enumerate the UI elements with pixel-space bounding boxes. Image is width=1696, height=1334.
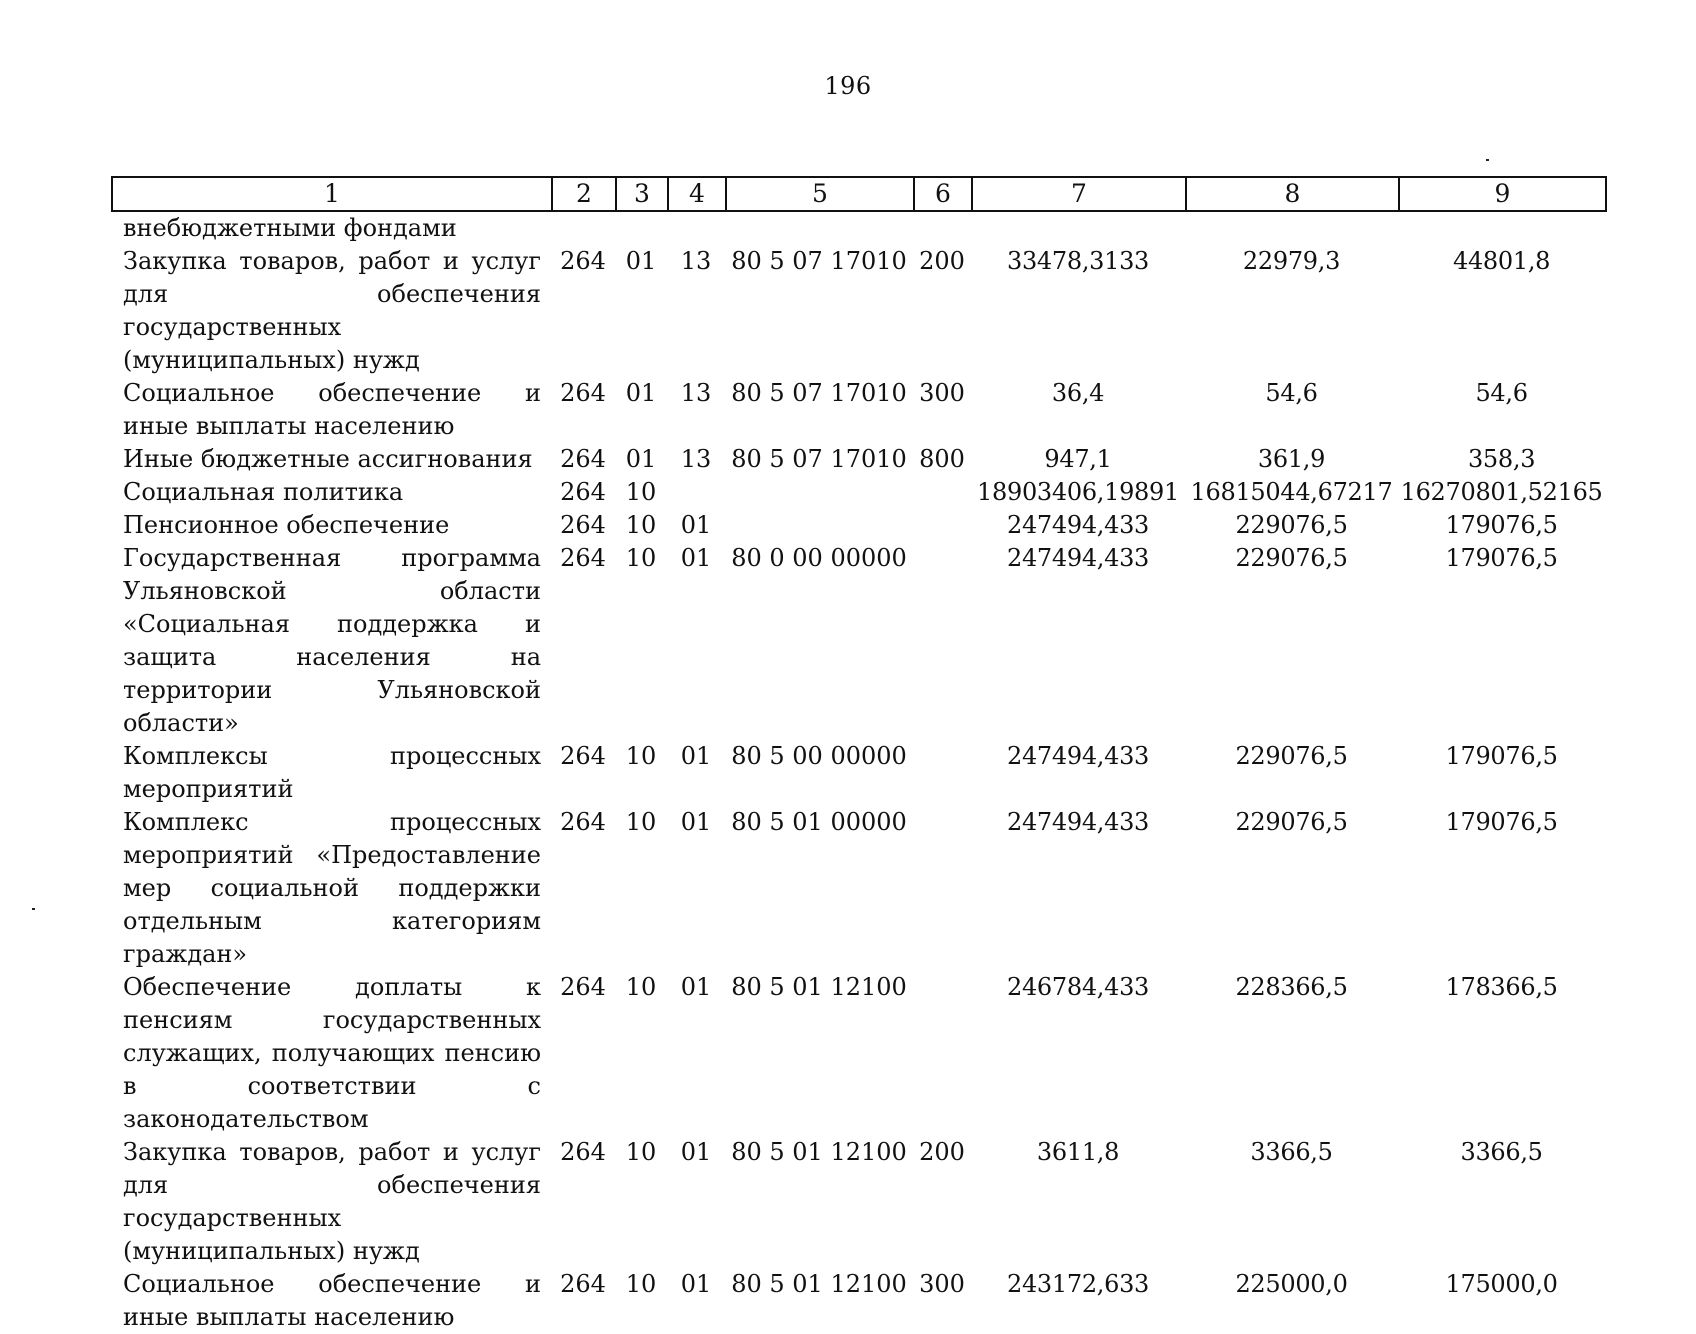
row-name: Обеспечение доплаты к пенсиям государственных служащих, получающих пенсию в соответствии с законодательством	[123, 973, 541, 1133]
table-row	[111, 1136, 1605, 1268]
row-target-article: 80 5 00 00000	[731, 742, 907, 770]
row-amount-col8: 16815044,67217	[1190, 478, 1393, 506]
row-admin-code: 264	[560, 1138, 606, 1166]
header-row	[112, 177, 1606, 211]
table-row	[111, 1268, 1605, 1334]
continuation-text: внебюджетными фондами	[123, 214, 457, 242]
row-admin-code: 264	[560, 544, 606, 572]
row-target-article: 80 5 01 12100	[731, 1270, 907, 1298]
row-section: 01	[625, 445, 657, 473]
row-amount-col7: 36,4	[1051, 379, 1105, 407]
row-amount-col8: 229076,5	[1235, 808, 1348, 836]
table-row	[111, 245, 1605, 377]
row-target-article	[725, 509, 913, 542]
scan-speck	[32, 908, 35, 910]
row-subsection: 01	[680, 973, 712, 1001]
row-subsection: 01	[680, 742, 712, 770]
row-target-article: 80 5 07 17010	[731, 445, 907, 473]
row-target-article: 80 5 01 12100	[731, 973, 907, 1001]
table-row	[111, 806, 1605, 971]
row-name: Закупка товаров, работ и услуг для обеспечения государственных (муниципальных) нужд	[123, 1138, 541, 1265]
row-amount-col7: 3611,8	[1036, 1138, 1120, 1166]
row-amount-col8: 229076,5	[1235, 511, 1348, 539]
row-amount-col7: 18903406,19891	[977, 478, 1179, 506]
row-amount-col8: 229076,5	[1235, 742, 1348, 770]
row-amount-col9: 44801,8	[1452, 247, 1551, 275]
row-target-article	[725, 476, 913, 509]
row-expense-type	[913, 476, 971, 509]
row-admin-code: 264	[560, 742, 606, 770]
header-col-8: 8	[1186, 177, 1399, 211]
row-section: 01	[625, 247, 657, 275]
row-amount-col9: 16270801,52165	[1400, 478, 1603, 506]
row-subsection: 13	[680, 247, 712, 275]
table-row	[111, 740, 1605, 806]
row-amount-col7: 947,1	[1044, 445, 1112, 473]
row-amount-col9: 358,3	[1467, 445, 1536, 473]
row-amount-col7: 246784,433	[1006, 973, 1150, 1001]
row-expense-type: 300	[919, 379, 965, 407]
row-section: 10	[625, 511, 657, 539]
header-col-4: 4	[668, 177, 726, 211]
row-amount-col9: 179076,5	[1445, 544, 1558, 572]
row-admin-code: 264	[560, 247, 606, 275]
row-amount-col8: 229076,5	[1235, 544, 1348, 572]
row-name: Комплекс процессных мероприятий «Предоставление мер социальной поддержки отдельным категориям граждан»	[123, 808, 541, 968]
row-amount-col9: 175000,0	[1445, 1270, 1558, 1298]
table-row	[111, 377, 1605, 443]
row-section: 10	[625, 973, 657, 1001]
row-amount-col9: 54,6	[1475, 379, 1528, 407]
row-subsection: 01	[680, 1138, 712, 1166]
row-admin-code: 264	[560, 478, 606, 506]
row-amount-col7: 247494,433	[1006, 742, 1150, 770]
row-target-article: 80 5 07 17010	[731, 379, 907, 407]
header-col-3: 3	[616, 177, 668, 211]
header-col-7: 7	[972, 177, 1186, 211]
row-admin-code: 264	[560, 511, 606, 539]
row-subsection: 01	[680, 808, 712, 836]
row-expense-type: 300	[919, 1270, 965, 1298]
row-name: Государственная программа Ульяновской области «Социальная поддержка и защита населения на территории Ульяновской области»	[123, 544, 541, 737]
header-col-9: 9	[1399, 177, 1606, 211]
header-col-1: 1	[112, 177, 552, 211]
table-row	[111, 443, 1605, 476]
row-amount-col9: 179076,5	[1445, 808, 1558, 836]
row-subsection: 13	[680, 379, 712, 407]
row-admin-code: 264	[560, 973, 606, 1001]
row-amount-col7: 33478,3133	[1006, 247, 1150, 275]
budget-table	[111, 212, 1605, 1334]
row-subsection: 01	[680, 511, 712, 539]
row-target-article: 80 5 01 12100	[731, 1138, 907, 1166]
table-row	[111, 476, 1605, 509]
row-amount-col7: 247494,433	[1006, 808, 1150, 836]
row-expense-type	[913, 806, 971, 971]
row-name: Пенсионное обеспечение	[123, 511, 450, 539]
row-expense-type: 200	[919, 247, 965, 275]
row-expense-type	[913, 740, 971, 806]
row-section: 10	[625, 1138, 657, 1166]
row-amount-col8: 228366,5	[1235, 973, 1348, 1001]
table-row	[111, 971, 1605, 1136]
scan-speck	[1486, 159, 1489, 161]
row-amount-col9: 179076,5	[1445, 742, 1558, 770]
row-amount-col9: 3366,5	[1460, 1138, 1543, 1166]
row-expense-type	[913, 971, 971, 1136]
row-admin-code: 264	[560, 1270, 606, 1298]
table-row	[111, 509, 1605, 542]
row-section: 01	[625, 379, 657, 407]
row-section: 10	[625, 742, 657, 770]
row-name: Закупка товаров, работ и услуг для обеспечения государственных (муниципальных) нужд	[123, 247, 541, 374]
continuation-row	[111, 212, 1605, 245]
row-admin-code: 264	[560, 379, 606, 407]
row-target-article: 80 5 07 17010	[731, 247, 907, 275]
row-target-article: 80 5 01 00000	[731, 808, 907, 836]
header-col-5: 5	[726, 177, 914, 211]
row-expense-type	[913, 509, 971, 542]
header-col-2: 2	[552, 177, 616, 211]
row-expense-type: 800	[919, 445, 965, 473]
row-section: 10	[625, 478, 657, 506]
row-target-article: 80 0 00 00000	[731, 544, 907, 572]
row-amount-col8: 361,9	[1257, 445, 1326, 473]
row-name: Иные бюджетные ассигнования	[123, 445, 533, 473]
row-name: Социальное обеспечение и иные выплаты населению	[123, 379, 541, 440]
row-section: 10	[625, 1270, 657, 1298]
row-section: 10	[625, 808, 657, 836]
row-expense-type	[913, 542, 971, 740]
header-col-6: 6	[914, 177, 972, 211]
row-admin-code: 264	[560, 808, 606, 836]
row-amount-col9: 178366,5	[1445, 973, 1558, 1001]
row-subsection: 01	[680, 1270, 712, 1298]
page-number: 196	[824, 72, 872, 100]
row-amount-col7: 243172,633	[1006, 1270, 1150, 1298]
row-amount-col9: 179076,5	[1445, 511, 1558, 539]
column-number-header	[111, 176, 1607, 212]
row-amount-col8: 3366,5	[1250, 1138, 1333, 1166]
row-amount-col8: 54,6	[1265, 379, 1318, 407]
row-subsection	[667, 476, 725, 509]
row-amount-col8: 225000,0	[1235, 1270, 1348, 1298]
row-subsection: 13	[680, 445, 712, 473]
row-section: 10	[625, 544, 657, 572]
row-expense-type: 200	[919, 1138, 965, 1166]
row-amount-col7: 247494,433	[1006, 511, 1150, 539]
row-name: Социальная политика	[123, 478, 404, 506]
row-amount-col7: 247494,433	[1006, 544, 1150, 572]
row-name: Социальное обеспечение и иные выплаты населению	[123, 1270, 541, 1331]
row-name: Комплексы процессных мероприятий	[123, 742, 541, 803]
row-amount-col8: 22979,3	[1242, 247, 1341, 275]
row-admin-code: 264	[560, 445, 606, 473]
row-subsection: 01	[680, 544, 712, 572]
table-row	[111, 542, 1605, 740]
